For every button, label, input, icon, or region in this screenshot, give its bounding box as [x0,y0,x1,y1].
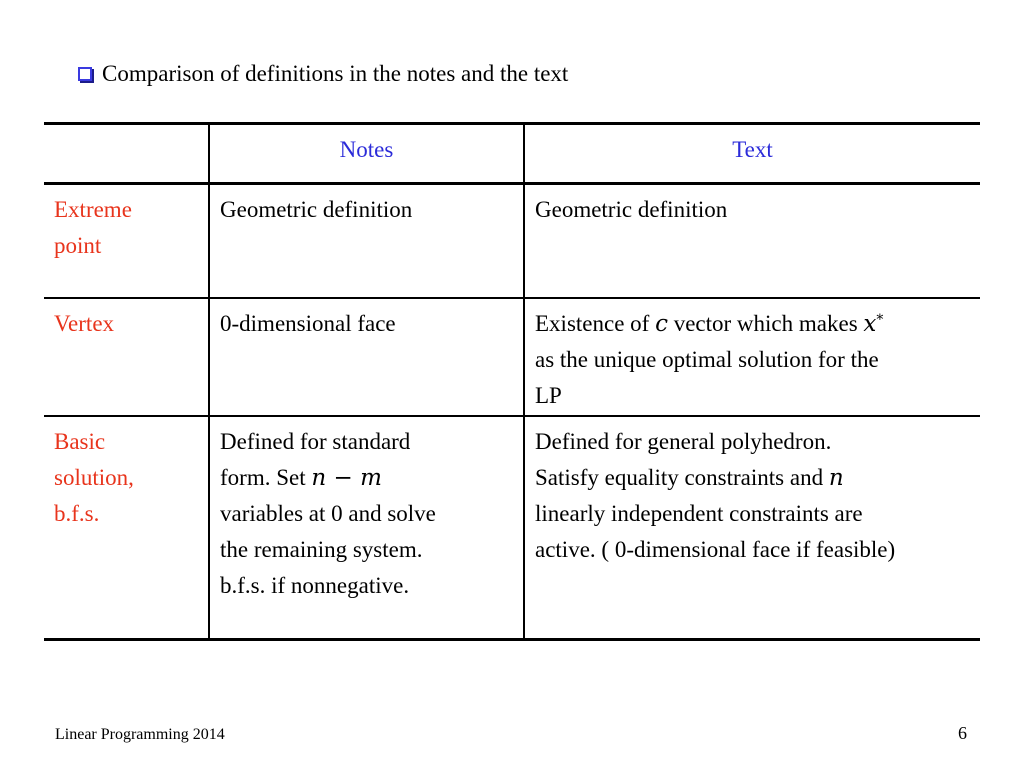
notes-cell: 0-dimensional face [209,298,524,416]
header-cell-notes: Notes [209,124,524,184]
table-header-row [44,124,980,184]
table-row [44,416,980,640]
math-c: c [655,310,668,337]
notes-cell: Defined for standard form. Set n − m variables at 0 and solve the remaining system. b.f.s. if nonnegative. [209,416,524,640]
text-cell: Geometric definition [524,184,980,298]
row-label-extreme-point: Extreme point [54,197,132,258]
page-number: 6 [958,723,967,743]
row-label-vertex: Vertex [54,310,115,336]
table-row [44,298,980,416]
text-cell: Existence of c vector which makes x* as the unique optimal solution for the LP [524,298,980,416]
slide-heading-text: Comparison of definitions in the notes and the text [102,61,569,86]
header-cell-empty [44,124,209,184]
math-n-minus-m: n − m [311,464,382,491]
math-n: n [828,464,844,491]
slide-heading [78,58,568,90]
text-cell: Defined for general polyhedron. Satisfy equality constraints and n linearly independent constraints are active. ( 0-dimensional face if feasible) [524,416,980,640]
footer-course-title: Linear Programming 2014 [55,726,225,743]
table-row [44,184,980,298]
comparison-table [44,122,980,641]
row-label-basic-solution: Basic solution, b.f.s. [54,428,134,526]
math-x-star: x* [863,310,884,337]
checkbox-bullet-icon [78,67,92,81]
notes-cell: Geometric definition [209,184,524,298]
header-cell-text: Text [524,124,980,184]
